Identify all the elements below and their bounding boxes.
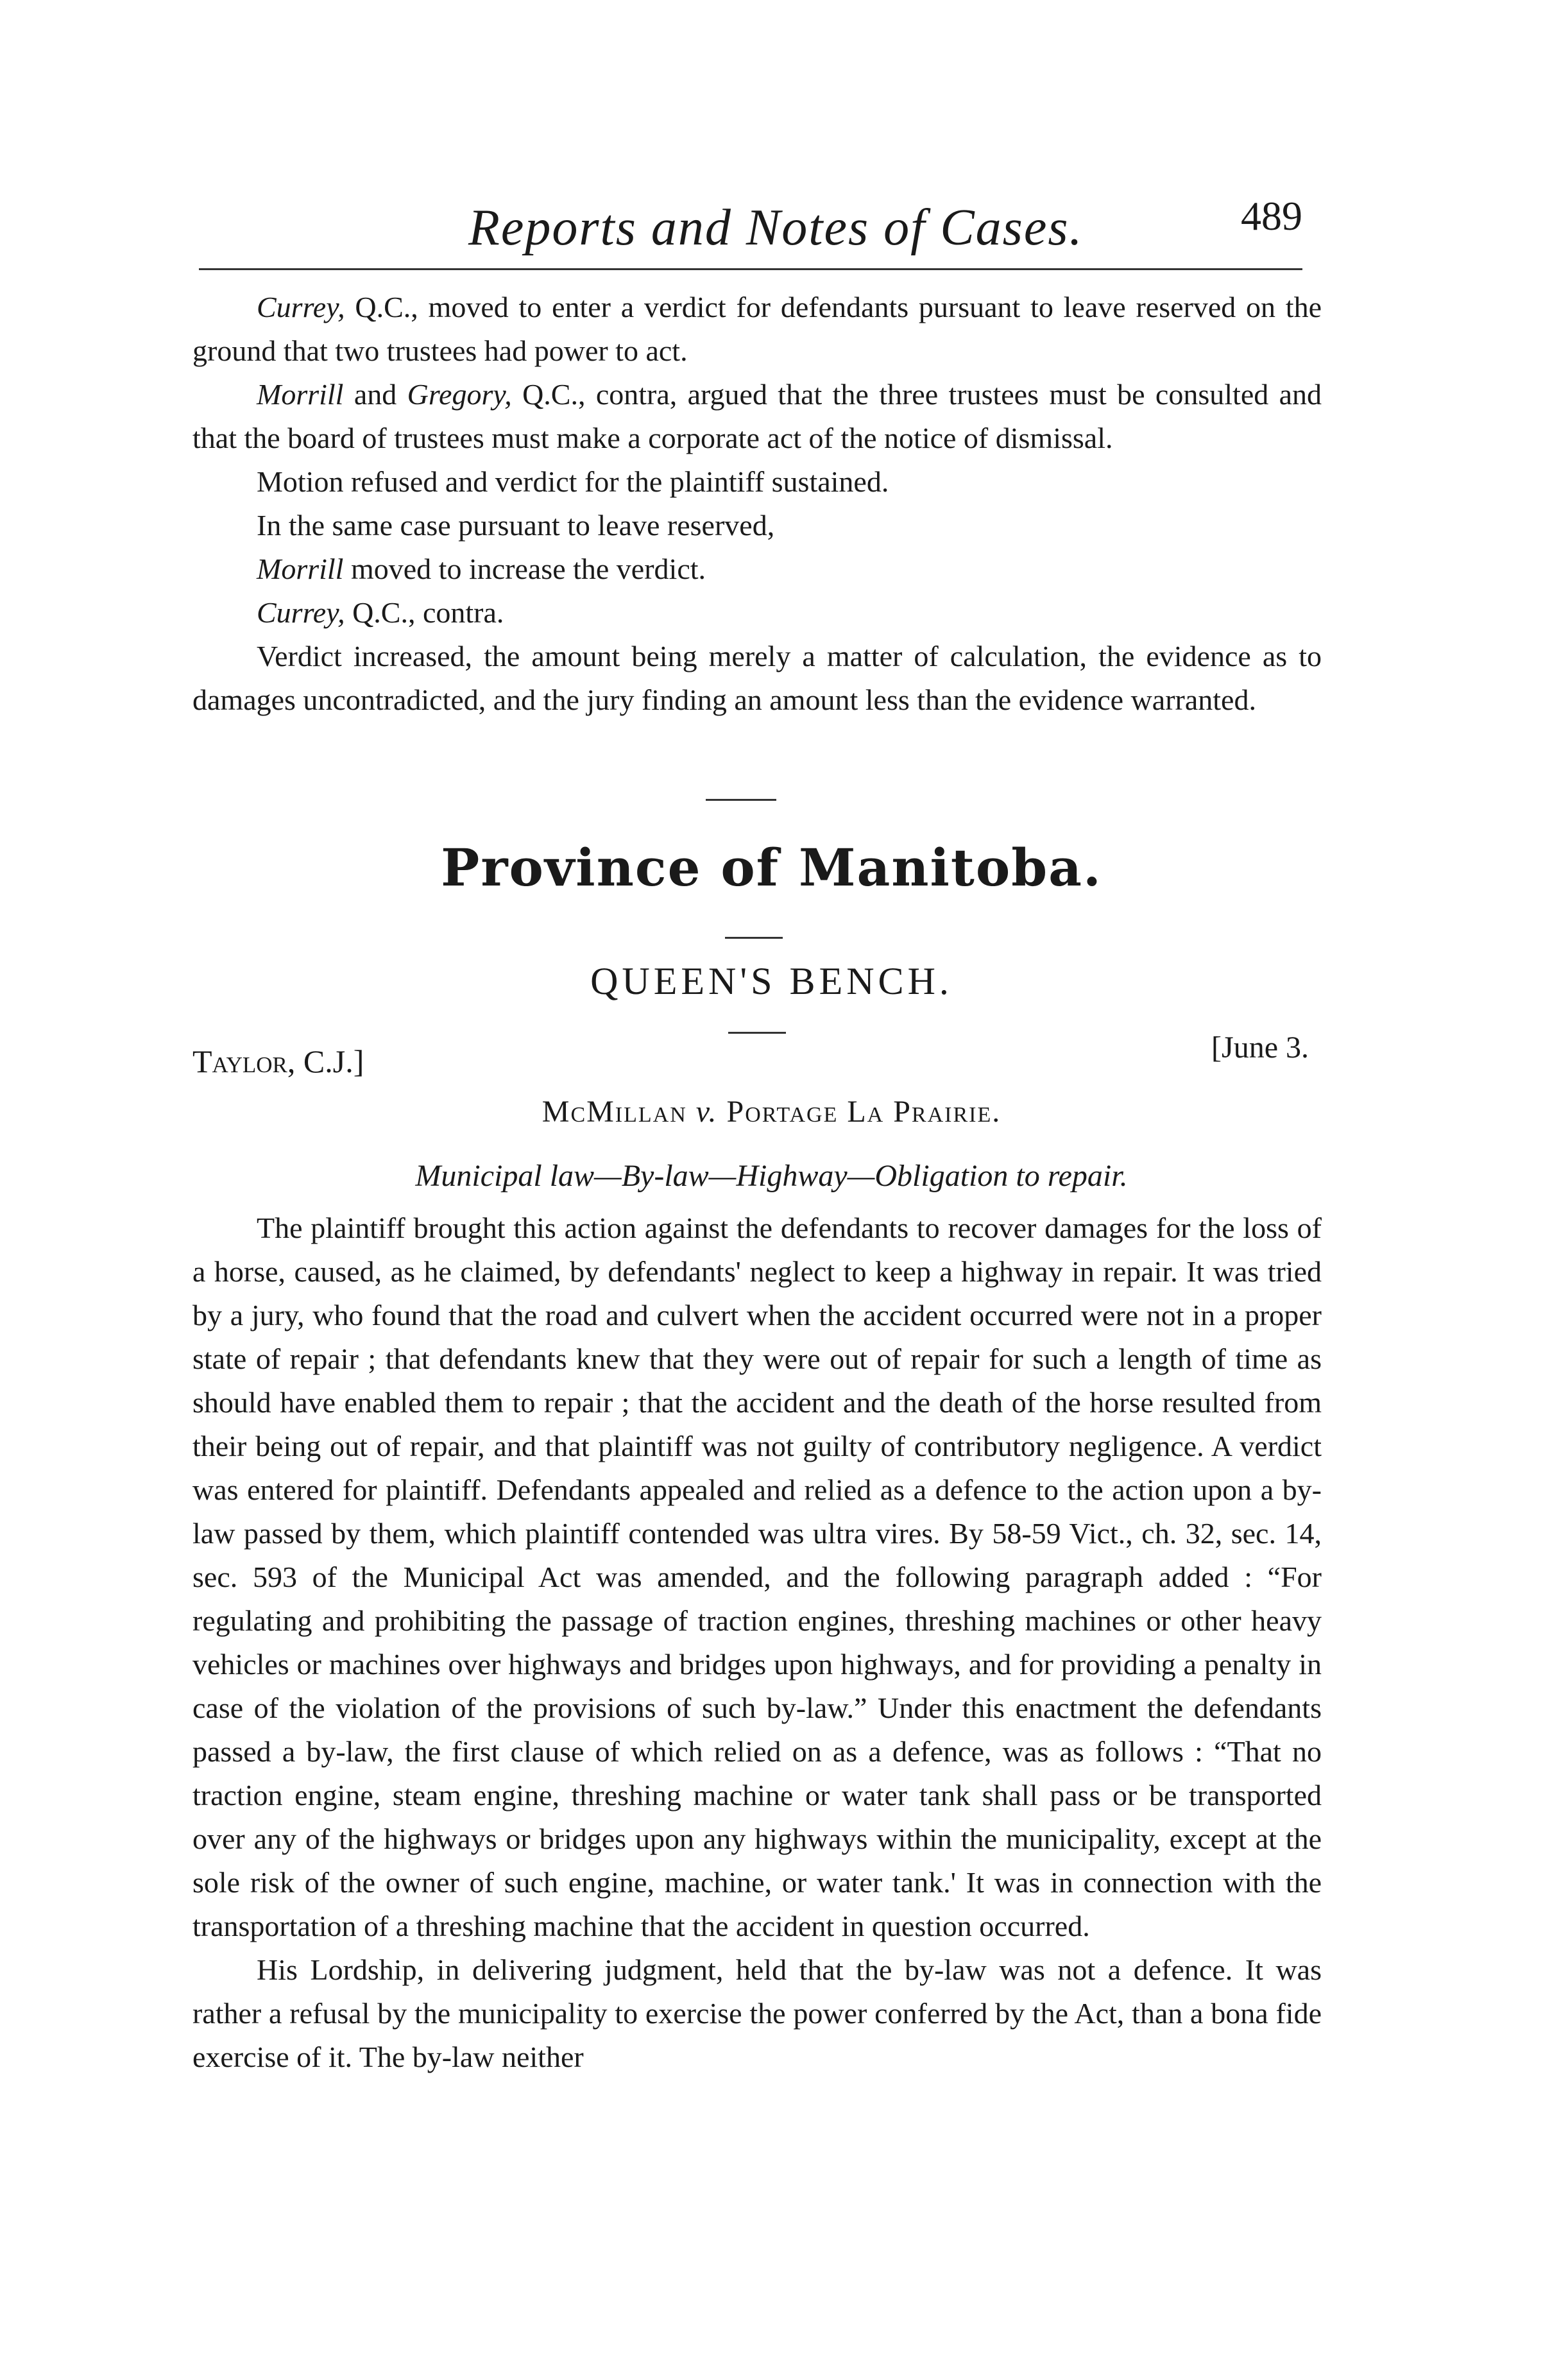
paragraph-text: moved to increase the verdict.: [343, 552, 706, 585]
section-divider: [706, 799, 776, 801]
header-rule: [199, 268, 1302, 270]
catchwords: Municipal law—By-law—Highway—Obligation to repair.: [415, 1159, 1128, 1193]
paragraph-motion-refused: Motion refused and verdict for the plaintiff sustained.: [257, 465, 889, 498]
top-section: [192, 286, 1322, 722]
case-title: [0, 1094, 1543, 1129]
running-title: Reports and Notes of Cases.: [468, 200, 1084, 256]
conjunction-text: and: [343, 378, 407, 411]
paragraph-morrill-argument: [192, 373, 1322, 460]
counsel-name: Morrill: [257, 552, 344, 585]
page-number: 489: [1241, 193, 1302, 239]
paragraph-facts: The plaintiff brought this action against the defendants to recover damages for the loss of a horse, caused, as he claimed, by defendants' neglect to keep a highway in repair. It was tried by a jury, who found that the road and culvert when the accident occurred were not in a proper state of repair ; that defendants knew that they were out of repair for such a length of time as should have enabled them to repair ; that the accident and the death of the horse resulted from their being out of repair, and that plaintiff was not guilty of contributory negligence. A verdict was entered for plaintiff. Defendants appealed and relied as a defence to the action upon a by-law passed by them, which plaintiff contended was ultra vires. By 58-59 Vict., ch. 32, sec. 14, sec. 593 of the Municipal Act was amended, and the following paragraph added : “For regulating and prohibiting the passage of traction engines, threshing machines or other heavy vehicles or machines over highways and bridges upon highways, and for providing a penalty in case of the violation of the provisions of such by-law.” Under this enactment the defendants passed a by-law, the first clause of which relied on as a defence, was as follows : “That no traction engine, steam engine, threshing machine or water tank shall pass or be transported over any of the highways or bridges upon any highways within the municipality, except at the sole risk of the owner of such engine, machine, or water tank.' It was in connection with the transportation of a threshing machine that the accident in question occurred.: [192, 1211, 1322, 1942]
paragraph-holding: His Lordship, in delivering judgment, held that the by-law was not a defence. It was rather a refusal by the municipality to exercise the power conferred by the Act, than a bona fide exercise of it. The by-law neither: [192, 1953, 1322, 2073]
defendant-name: Portage La Prairie.: [726, 1095, 1002, 1129]
counsel-name: Gregory,: [407, 378, 512, 411]
counsel-name: Currey,: [257, 291, 345, 323]
court-divider: [728, 1032, 786, 1034]
running-head: [199, 193, 1302, 276]
paragraph-text: Q.C., contra, argued that the three trustees must be consulted and that the board of trustees must make a corporate act of the notice of dismissal.: [192, 378, 1322, 454]
versus-text: v.: [695, 1095, 718, 1129]
paragraph-currey-motion: [192, 286, 1322, 373]
case-date: [June 3.: [1211, 1031, 1309, 1065]
judge-name: Taylor, C.J.]: [192, 1043, 364, 1079]
judgment-section: [192, 1206, 1322, 2079]
court-heading: QUEEN'S BENCH.: [590, 960, 953, 1002]
paragraph-verdict-increased: Verdict increased, the amount being merely a matter of calculation, the evidence as to damages uncontradicted, and the jury finding an amount less than the evidence warranted.: [192, 640, 1322, 716]
heading-divider: [725, 937, 783, 939]
province-heading: Province of Manitoba.: [441, 837, 1102, 898]
paragraph-currey-contra: [192, 591, 1322, 635]
paragraph-text: Q.C., moved to enter a verdict for defendants pursuant to leave reserved on the ground that two trustees had power to act.: [192, 291, 1322, 367]
counsel-name: Currey,: [257, 596, 345, 629]
paragraph-text: Q.C., contra.: [345, 596, 504, 629]
paragraph-morrill-motion: [192, 547, 1322, 591]
plaintiff-name: McMillan: [541, 1095, 687, 1129]
paragraph-same-case: In the same case pursuant to leave reserved,: [257, 509, 775, 542]
counsel-name: Morrill: [257, 378, 344, 411]
